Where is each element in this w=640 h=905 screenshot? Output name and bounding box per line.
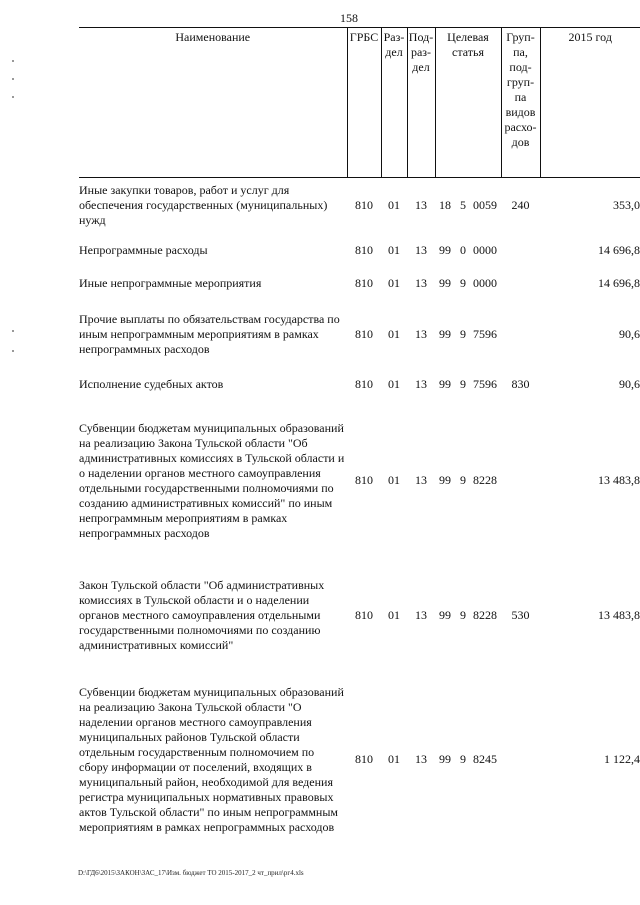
row-podrazdel: 13 xyxy=(415,243,427,257)
celevaya-part-3: 8245 xyxy=(473,752,497,766)
celevaya-part-1: 99 xyxy=(439,752,451,766)
celevaya-part-3: 7596 xyxy=(473,327,497,341)
celevaya-part-1: 99 xyxy=(439,473,451,487)
celevaya-part-2: 5 xyxy=(460,198,466,213)
header-gruppa-text: Груп- па, под- груп- па видов расхо- дов xyxy=(504,30,537,149)
row-name: Прочие выплаты по обязательствам государства по иным непрограммным мероприятиям в рамках непрограммных расходов xyxy=(79,312,340,356)
header-name: Наименование xyxy=(79,28,347,178)
row-name: Субвенции бюджетам муниципальных образований на реализацию Закона Тульской области "Об административных комиссиях в Тульской области и о наделении органов местного самоуправления отдельными государственными полномочиями по созданию административных комиссий" по иным непрограммным мероприятиям в рамках непрограммных расходов xyxy=(79,420,345,540)
row-gruppa xyxy=(501,670,540,850)
table-row xyxy=(79,268,640,300)
row-name: Исполнение судебных актов xyxy=(79,377,224,391)
header-razdel xyxy=(381,28,407,178)
row-amount: 353,0 xyxy=(613,198,640,213)
row-grbs: 810 xyxy=(355,473,373,487)
table-row xyxy=(79,300,640,370)
row-razdel: 01 xyxy=(388,473,400,487)
celevaya-part-3: 8228 xyxy=(473,473,497,487)
row-podrazdel: 13 xyxy=(415,608,427,622)
row-grbs: 810 xyxy=(355,198,373,213)
celevaya-part-1: 99 xyxy=(439,377,451,391)
row-razdel: 01 xyxy=(388,752,400,766)
row-razdel: 01 xyxy=(388,243,400,257)
celevaya-part-2: 9 xyxy=(460,276,466,290)
row-name: Непрограммные расходы xyxy=(79,243,208,257)
celevaya-part-3: 7596 xyxy=(473,377,497,391)
row-amount: 14 696,8 xyxy=(598,243,640,257)
celevaya-part-1: 99 xyxy=(439,276,451,290)
row-gruppa: 240 xyxy=(511,198,530,213)
row-podrazdel: 13 xyxy=(415,276,427,290)
row-razdel: 01 xyxy=(388,377,400,391)
row-gruppa xyxy=(501,234,540,268)
header-razdel-text: Раз- дел xyxy=(383,30,405,59)
file-path-footer: D:\ГД6\2015\ЗАКОН\ЗАС_17\Изм. бюджет ТО 2015-2017_2 чт_прил\рг4.xls xyxy=(78,869,304,877)
celevaya-part-3: 0000 xyxy=(473,276,497,290)
row-name: Закон Тульской области "Об административных комиссиях в Тульской области и о наделении органов местного самоуправления отдельными государственными полномочиями по созданию административных комиссий" xyxy=(79,578,325,652)
row-celevaya xyxy=(435,400,501,562)
celevaya-part-1: 99 xyxy=(439,243,451,257)
row-grbs: 810 xyxy=(355,276,373,290)
table-row xyxy=(79,234,640,268)
celevaya-part-2: 9 xyxy=(460,377,466,391)
row-razdel: 01 xyxy=(388,276,400,290)
row-razdel: 01 xyxy=(388,327,400,341)
budget-table xyxy=(79,27,640,850)
celevaya-part-1: 18 xyxy=(439,198,451,213)
row-grbs: 810 xyxy=(355,608,373,622)
row-gruppa xyxy=(501,400,540,562)
row-amount: 90,6 xyxy=(619,327,640,341)
row-podrazdel: 13 xyxy=(415,473,427,487)
header-year: 2015 год xyxy=(540,28,640,178)
row-grbs: 810 xyxy=(355,377,373,391)
row-amount: 1 122,4 xyxy=(604,752,640,766)
row-grbs: 810 xyxy=(355,752,373,766)
celevaya-part-3: 8228 xyxy=(473,608,497,622)
row-celevaya xyxy=(435,234,501,268)
row-amount: 13 483,8 xyxy=(598,608,640,622)
table-row xyxy=(79,562,640,670)
table-row xyxy=(79,670,640,850)
header-podrazdel xyxy=(407,28,435,178)
row-name: Иные закупки товаров, работ и услуг для обеспечения государственных (муниципальных) нужд xyxy=(79,183,328,228)
row-razdel: 01 xyxy=(388,608,400,622)
row-gruppa xyxy=(501,300,540,370)
header-celevaya xyxy=(435,28,501,178)
row-amount: 14 696,8 xyxy=(598,276,640,290)
row-podrazdel: 13 xyxy=(415,198,427,213)
celevaya-part-2: 9 xyxy=(460,752,466,766)
header-grbs: ГРБС xyxy=(347,28,381,178)
celevaya-part-1: 99 xyxy=(439,608,451,622)
celevaya-part-3: 0000 xyxy=(473,243,497,257)
row-podrazdel: 13 xyxy=(415,377,427,391)
celevaya-part-2: 9 xyxy=(460,473,466,487)
table-row xyxy=(79,400,640,562)
table-header-row xyxy=(79,28,640,178)
margin-marks xyxy=(12,60,16,390)
row-gruppa: 530 xyxy=(511,608,530,622)
row-celevaya xyxy=(435,370,501,400)
header-podrazdel-text: Под- раз- дел xyxy=(408,30,434,74)
page-number: 158 xyxy=(340,11,358,25)
celevaya-part-2: 9 xyxy=(460,608,466,622)
row-amount: 13 483,8 xyxy=(598,473,640,487)
row-podrazdel: 13 xyxy=(415,752,427,766)
row-grbs: 810 xyxy=(355,243,373,257)
row-gruppa xyxy=(501,268,540,300)
header-gruppa xyxy=(501,28,540,178)
row-podrazdel: 13 xyxy=(415,327,427,341)
table-row xyxy=(79,178,640,234)
celevaya-part-3: 0059 xyxy=(473,198,497,213)
row-celevaya xyxy=(435,268,501,300)
header-celevaya-text: Целевая статья xyxy=(447,30,489,59)
row-grbs: 810 xyxy=(355,327,373,341)
row-celevaya xyxy=(435,562,501,670)
row-gruppa: 830 xyxy=(511,377,530,391)
row-razdel: 01 xyxy=(388,198,400,213)
celevaya-part-2: 0 xyxy=(460,243,466,257)
row-name: Иные непрограммные мероприятия xyxy=(79,276,262,290)
row-celevaya xyxy=(435,670,501,850)
row-name: Субвенции бюджетам муниципальных образований на реализацию Закона Тульской области "О наделении органов местного самоуправления муниципальных районов Тульской области отдельным государственным полномочием по сбору информации от поселений, входящих в муниципальный район, необходимой для ведения регистра муниципальных нормативных правовых актов Тульской области" по иным непрограммным мероприятиям в рамках непрограммных расходов xyxy=(79,684,344,834)
table-row xyxy=(79,370,640,400)
row-amount: 90,6 xyxy=(619,377,640,391)
row-celevaya xyxy=(435,300,501,370)
celevaya-part-1: 99 xyxy=(439,327,451,341)
celevaya-part-2: 9 xyxy=(460,327,466,341)
row-celevaya xyxy=(435,178,501,234)
